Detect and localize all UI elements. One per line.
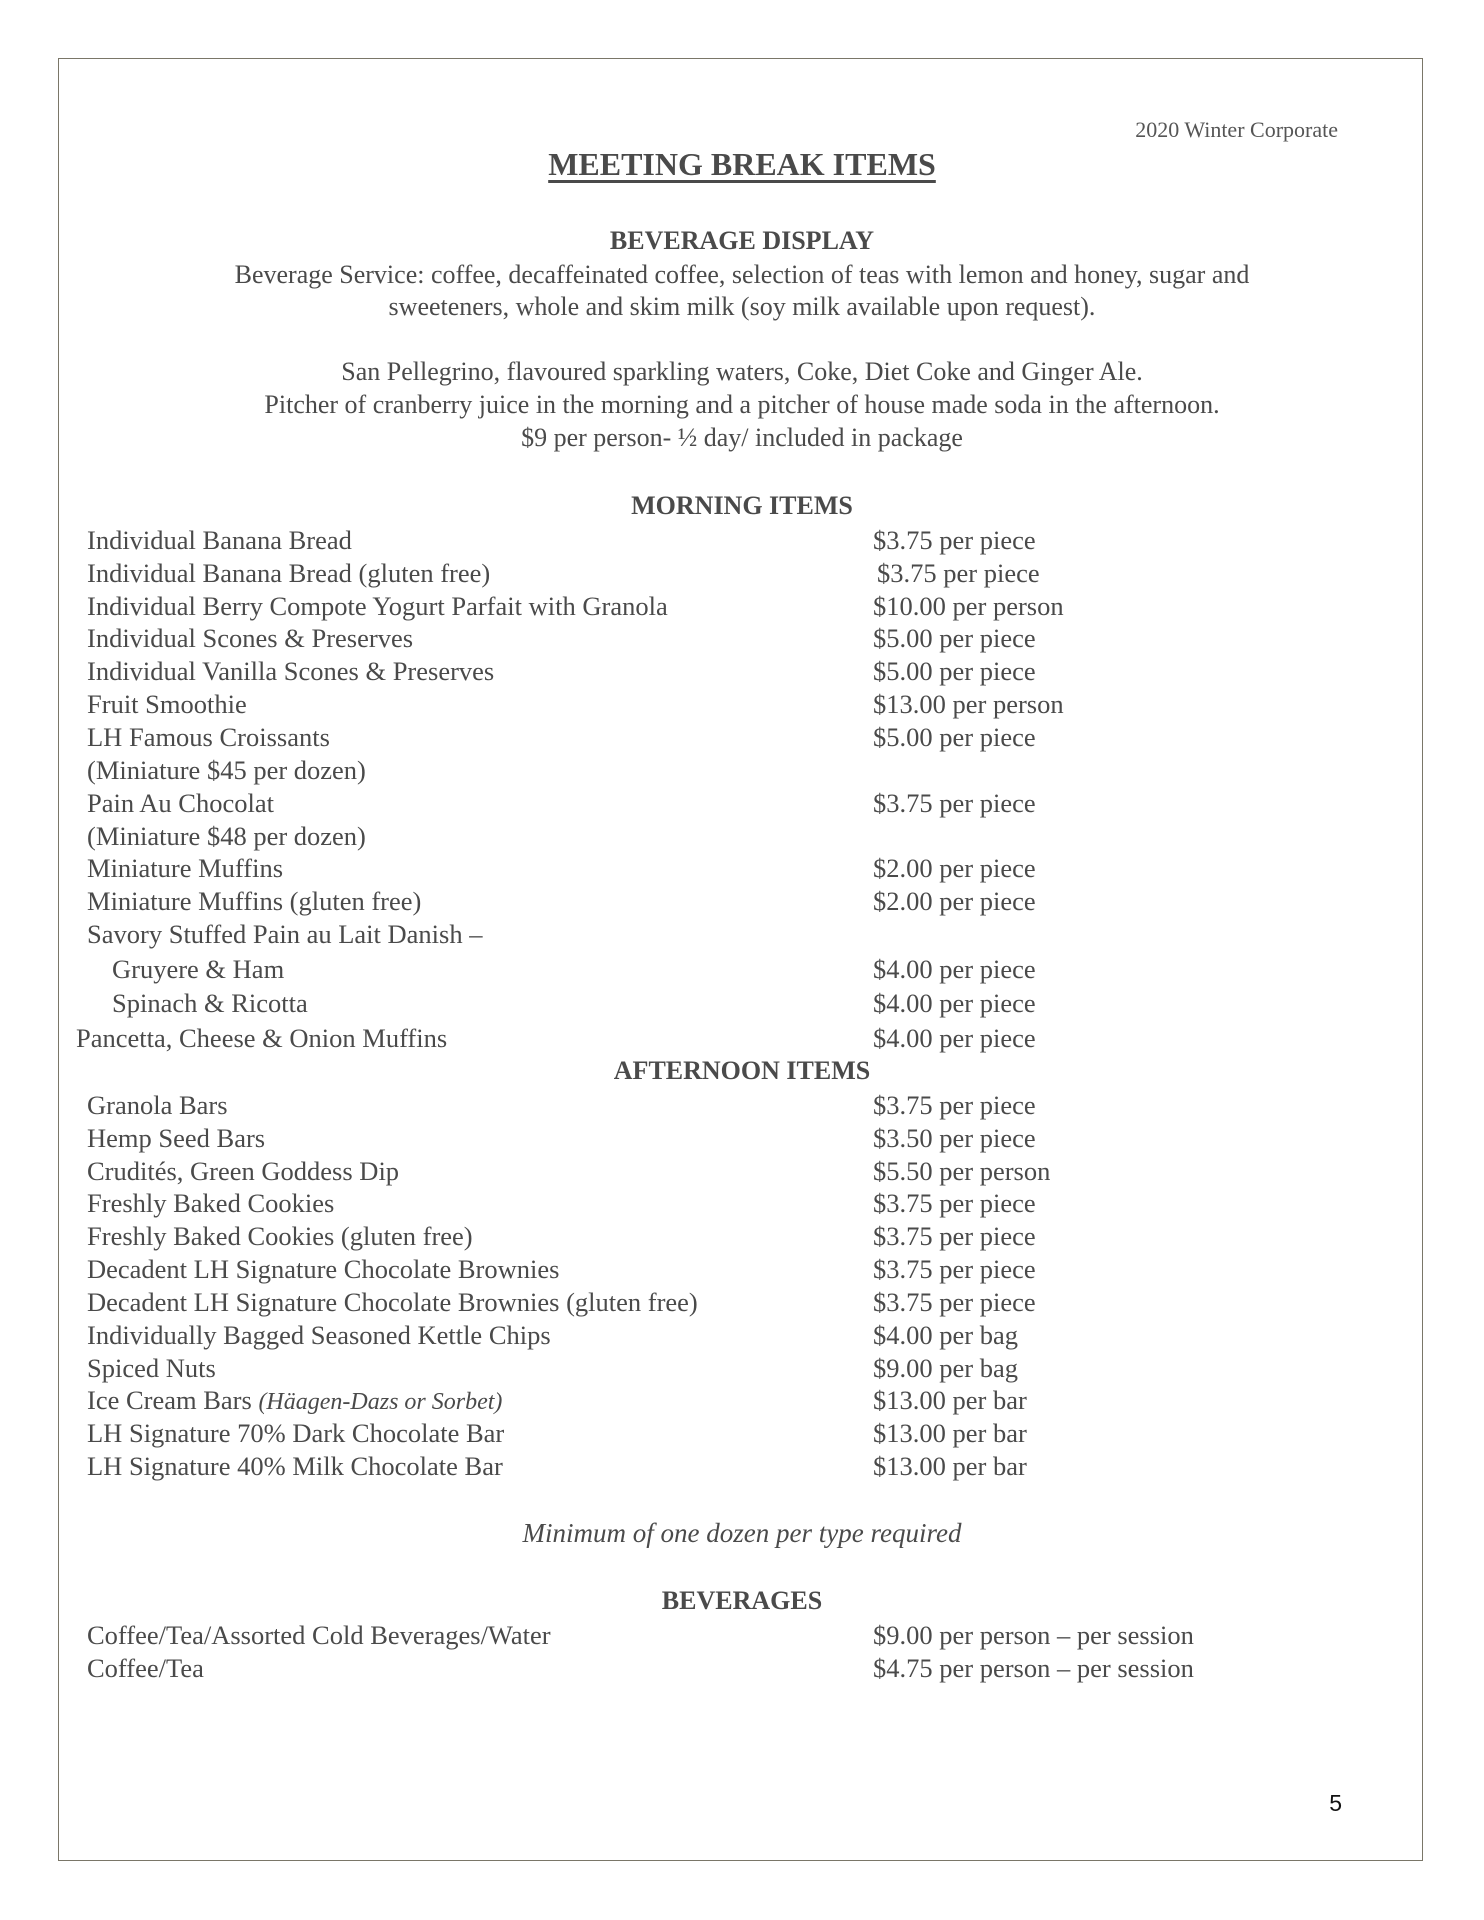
menu-row (0, 722, 1484, 754)
item-price: $3.75 per piece (873, 1090, 1036, 1120)
item-name: Crudités, Green Goddess Dip (87, 1156, 400, 1186)
item-price: $3.75 per piece (877, 558, 1040, 588)
menu-row (0, 1188, 1484, 1220)
menu-row (0, 919, 1484, 951)
menu-row (0, 755, 1484, 787)
item-price: $2.00 per piece (873, 853, 1036, 883)
item-name: Freshly Baked Cookies (gluten free) (87, 1221, 473, 1251)
item-name: Fruit Smoothie (87, 689, 247, 719)
item-price: $5.00 per piece (873, 722, 1036, 752)
item-name: Coffee/Tea (87, 1653, 204, 1683)
menu-row (0, 1451, 1484, 1483)
edition-label: 2020 Winter Corporate (1135, 117, 1338, 142)
item-name: Coffee/Tea/Assorted Cold Beverages/Water (87, 1620, 551, 1650)
item-price: $2.00 per piece (873, 886, 1036, 916)
item-price: $9.00 per bag (873, 1353, 1018, 1383)
item-name: Miniature Muffins (gluten free) (87, 886, 422, 916)
item-price: $3.75 per piece (873, 525, 1036, 555)
item-price: $13.00 per bar (873, 1418, 1027, 1448)
item-price: $13.00 per bar (873, 1451, 1027, 1481)
item-name: LH Famous Croissants (87, 722, 330, 752)
menu-row (0, 623, 1484, 655)
item-name: Pain Au Chocolat (87, 788, 274, 818)
item-price: $13.00 per bar (873, 1385, 1027, 1415)
menu-row (0, 1320, 1484, 1352)
item-name: Spiced Nuts (87, 1353, 216, 1383)
item-price: $4.00 per piece (873, 988, 1036, 1018)
item-price: $5.00 per piece (873, 623, 1036, 653)
menu-row (0, 821, 1484, 853)
item-name: Spinach & Ricotta (112, 988, 308, 1018)
item-price: $9.00 per person – per session (873, 1620, 1194, 1650)
morning-items-heading: MORNING ITEMS (631, 491, 853, 520)
item-price: $13.00 per person (873, 689, 1064, 719)
item-name: LH Signature 70% Dark Chocolate Bar (87, 1418, 505, 1448)
beverage-display-line: sweeteners, whole and skim milk (soy milk available upon request). (388, 292, 1096, 321)
item-price: $3.75 per piece (873, 1221, 1036, 1251)
item-name: Ice Cream Bars (87, 1385, 252, 1415)
menu-row (0, 788, 1484, 820)
item-name: Savory Stuffed Pain au Lait Danish – (87, 919, 483, 949)
afternoon-items-heading: AFTERNOON ITEMS (613, 1056, 871, 1085)
menu-row (0, 1653, 1484, 1685)
item-price: $3.75 per piece (873, 1287, 1036, 1317)
menu-row (0, 1221, 1484, 1253)
beverage-display-line: San Pellegrino, flavoured sparkling waters, Coke, Diet Coke and Ginger Ale. (341, 357, 1143, 386)
beverage-display-heading: BEVERAGE DISPLAY (609, 226, 875, 255)
item-name-italic: (Häagen-Dazs or Sorbet) (258, 1389, 503, 1415)
menu-row (0, 1418, 1484, 1450)
item-price: $3.75 per piece (873, 1188, 1036, 1218)
menu-row (0, 525, 1484, 557)
item-price: $4.00 per piece (873, 1023, 1036, 1053)
menu-row (0, 689, 1484, 721)
menu-row (0, 1287, 1484, 1319)
item-price: $3.75 per piece (873, 1254, 1036, 1284)
item-name: Miniature Muffins (87, 853, 284, 883)
item-name: Decadent LH Signature Chocolate Brownies (gluten free) (87, 1287, 698, 1317)
menu-row (0, 656, 1484, 688)
menu-row (0, 988, 1484, 1020)
page-title: MEETING BREAK ITEMS (548, 146, 936, 182)
item-price: $3.75 per piece (873, 788, 1036, 818)
item-price: $4.75 per person – per session (873, 1653, 1194, 1683)
minimum-order-note: Minimum of one dozen per type required (522, 1518, 962, 1548)
item-price: $4.00 per piece (873, 954, 1036, 984)
menu-row (0, 1156, 1484, 1188)
item-name: Individual Banana Bread (gluten free) (87, 558, 491, 588)
menu-row (0, 1123, 1484, 1155)
item-note: (Miniature $45 per dozen) (87, 755, 366, 785)
item-name: Gruyere & Ham (112, 954, 285, 984)
item-name: Decadent LH Signature Chocolate Brownies (87, 1254, 560, 1284)
item-name: Freshly Baked Cookies (87, 1188, 335, 1218)
beverage-display-line: Pitcher of cranberry juice in the morning and a pitcher of house made soda in the afternoon. (264, 390, 1220, 419)
item-name: Granola Bars (87, 1090, 228, 1120)
item-name: Individually Bagged Seasoned Kettle Chips (87, 1320, 551, 1350)
item-name: Individual Banana Bread (87, 525, 352, 555)
item-price: $3.50 per piece (873, 1123, 1036, 1153)
page-number: 5 (1329, 1790, 1342, 1816)
menu-row (0, 1023, 1484, 1055)
menu-row (0, 954, 1484, 986)
menu-row (0, 853, 1484, 885)
menu-row (0, 1254, 1484, 1286)
menu-row (0, 1385, 1484, 1417)
beverage-display-line: Beverage Service: coffee, decaffeinated coffee, selection of teas with lemon and honey, sugar and (234, 260, 1250, 289)
beverage-display-price: $9 per person- ½ day/ included in package (521, 423, 963, 452)
menu-row (0, 1353, 1484, 1385)
item-price: $10.00 per person (873, 591, 1064, 621)
menu-row (0, 1090, 1484, 1122)
item-name: Individual Scones & Preserves (87, 623, 414, 653)
menu-row (0, 1620, 1484, 1652)
item-name: Pancetta, Cheese & Onion Muffins (76, 1023, 448, 1053)
menu-row (0, 558, 1484, 590)
item-note: (Miniature $48 per dozen) (87, 821, 366, 851)
item-price: $4.00 per bag (873, 1320, 1018, 1350)
beverages-heading: BEVERAGES (661, 1586, 823, 1615)
menu-row (0, 591, 1484, 623)
item-name: LH Signature 40% Milk Chocolate Bar (87, 1451, 503, 1481)
item-name: Hemp Seed Bars (87, 1123, 266, 1153)
item-price: $5.50 per person (873, 1156, 1051, 1186)
item-name: Individual Berry Compote Yogurt Parfait with Granola (87, 591, 668, 621)
item-name-wrapper (87, 1385, 502, 1416)
menu-row (0, 886, 1484, 918)
item-price: $5.00 per piece (873, 656, 1036, 686)
item-name: Individual Vanilla Scones & Preserves (87, 656, 495, 686)
